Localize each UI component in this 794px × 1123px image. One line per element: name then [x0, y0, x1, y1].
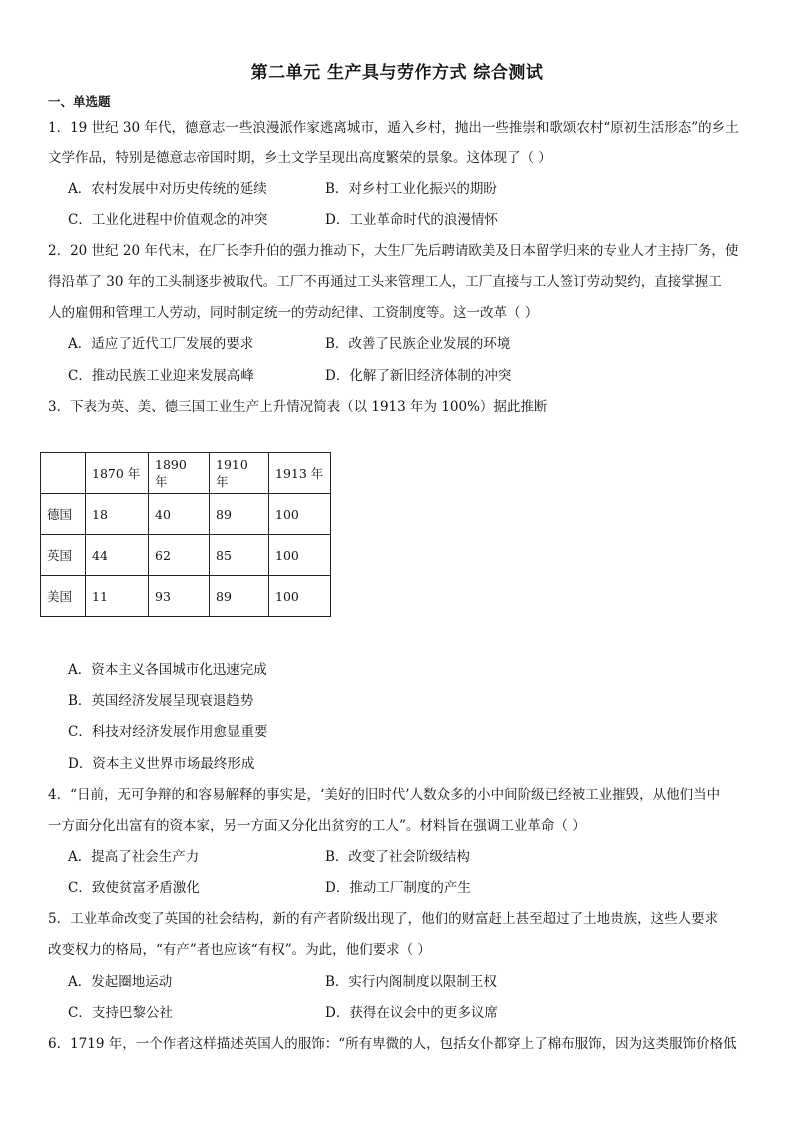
- question-1-option-b[interactable]: B．对乡村工业化振兴的期盼: [325, 181, 497, 197]
- question-2-line-3: 人的雇佣和管理工人劳动，同时制定统一的劳动纪律、工资制度等。这一改革（ ）: [48, 305, 539, 321]
- question-6-line-1: 6．1719 年，一个作者这样描述英国人的服饰：“所有卑微的人，包括女仆都穿上了棉布服饰，因为这类服饰价格低: [48, 1036, 737, 1052]
- question-4-option-d[interactable]: D．推动工厂制度的产生: [325, 880, 471, 896]
- question-5-option-c[interactable]: C．支持巴黎公社: [68, 1005, 173, 1021]
- table-cell: 英国: [41, 535, 86, 576]
- question-2-option-b[interactable]: B．改善了民族企业发展的环境: [325, 336, 511, 352]
- table-cell: 美国: [41, 576, 86, 617]
- table-row: [41, 576, 331, 617]
- table-cell: 100: [269, 494, 331, 535]
- question-5-option-a[interactable]: A．发起圈地运动: [68, 974, 173, 990]
- question-5-option-d[interactable]: D．获得在议会中的更多议席: [325, 1005, 498, 1021]
- question-3-option-a[interactable]: A．资本主义各国城市化迅速完成: [68, 662, 267, 678]
- question-1-line-2: 文学作品，特别是德意志帝国时期，乡土文学呈现出高度繁荣的景象。这体现了（ ）: [48, 150, 552, 166]
- question-3-option-c[interactable]: C．科技对经济发展作用愈显重要: [68, 724, 268, 740]
- section-heading: 一、单选题: [48, 94, 111, 109]
- question-2-option-a[interactable]: A．适应了近代工厂发展的要求: [68, 336, 254, 352]
- table-header-cell: 1890 年: [149, 453, 210, 494]
- table-cell: 62: [149, 535, 210, 576]
- question-1-option-a[interactable]: A．农村发展中对历史传统的延续: [68, 181, 267, 197]
- question-2-option-c[interactable]: C．推动民族工业迎来发展高峰: [68, 368, 254, 384]
- industrial-production-table: [40, 452, 331, 617]
- table-cell: 100: [269, 535, 331, 576]
- table-row: [41, 535, 331, 576]
- table-header-cell: 1870 年: [86, 453, 149, 494]
- question-3-line-1: 3．下表为英、美、德三国工业生产上升情况简表（以 1913 年为 100%）据此推断: [48, 399, 548, 415]
- table-cell: 18: [86, 494, 149, 535]
- question-2-line-1: 2．20 世纪 20 年代末，在厂长李升伯的强力推动下，大生厂先后聘请欧美及日本留学归来的专业人才主持厂务，使: [48, 243, 739, 259]
- question-2-option-d[interactable]: D．化解了新旧经济体制的冲突: [325, 368, 512, 384]
- question-3-option-d[interactable]: D．资本主义世界市场最终形成: [68, 756, 255, 772]
- table-row: [41, 494, 331, 535]
- table-cell: 85: [210, 535, 269, 576]
- question-4-line-2: 一方面分化出富有的资本家，另一方面又分化出贫穷的工人”。材料旨在强调工业革命（ ）: [48, 818, 586, 834]
- table-cell: 89: [210, 494, 269, 535]
- page-title: 第二单元 生产具与劳作方式 综合测试: [250, 63, 544, 83]
- question-5-option-b[interactable]: B．实行内阁制度以限制王权: [325, 974, 497, 990]
- question-5-line-1: 5．工业革命改变了英国的社会结构，新的有产者阶级出现了，他们的财富赶上甚至超过了土地贵族，这些人要求: [48, 911, 719, 927]
- question-5-line-2: 改变权力的格局，“有产”者也应该“有权”。为此，他们要求（ ）: [48, 942, 431, 958]
- question-2-line-2: 得沿革了 30 年的工头制逐步被取代。工厂不再通过工头来管理工人，工厂直接与工人签订劳动契约，直接掌握工: [48, 274, 722, 290]
- table-header-cell: 1913 年: [269, 453, 331, 494]
- question-1-option-d[interactable]: D．工业革命时代的浪漫情怀: [325, 212, 498, 228]
- question-4-option-b[interactable]: B．改变了社会阶级结构: [325, 849, 470, 865]
- table-header-cell: [41, 453, 86, 494]
- table-cell: 40: [149, 494, 210, 535]
- table-header-row: [41, 453, 331, 494]
- question-3-option-b[interactable]: B．英国经济发展呈现衰退趋势: [68, 693, 254, 709]
- table-cell: 93: [149, 576, 210, 617]
- table-header-cell: 1910 年: [210, 453, 269, 494]
- table-cell: 44: [86, 535, 149, 576]
- question-4-option-a[interactable]: A．提高了社会生产力: [68, 849, 200, 865]
- question-1-option-c[interactable]: C．工业化进程中价值观念的冲突: [68, 212, 268, 228]
- table-cell: 11: [86, 576, 149, 617]
- question-4-option-c[interactable]: C．致使贫富矛盾激化: [68, 880, 200, 896]
- table-cell: 89: [210, 576, 269, 617]
- table-cell: 德国: [41, 494, 86, 535]
- question-4-line-1: 4．“日前，无可争辩的和容易解释的事实是，‘美好的旧时代’人数众多的小中间阶级已经被工业摧毁，从他们当中: [48, 787, 721, 803]
- table-cell: 100: [269, 576, 331, 617]
- question-1-line-1: 1．19 世纪 30 年代，德意志一些浪漫派作家逃离城市，遁入乡村，抛出一些推崇和歌颂农村“原初生活形态”的乡土: [48, 120, 739, 136]
